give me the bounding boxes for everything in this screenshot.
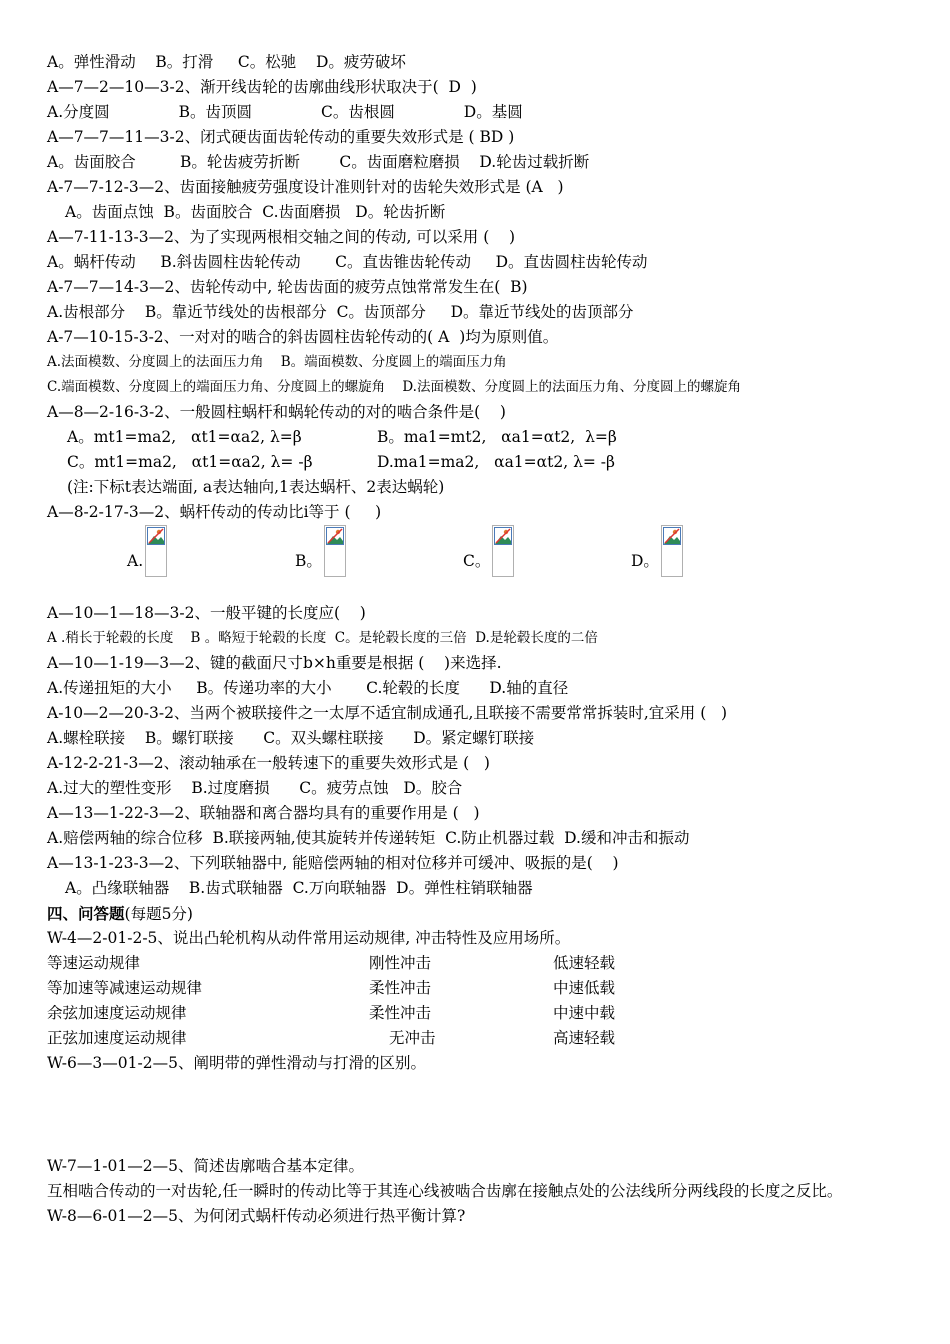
question-line: W-6—3—01-2—5、阐明带的弹性滑动与打滑的区别。 bbox=[47, 1054, 426, 1072]
option-c bbox=[463, 525, 631, 577]
option-line: A。凸缘联轴器 B.齿式联轴器 C.万向联轴器 D。弹性柱销联轴器 bbox=[65, 879, 533, 897]
broken-image-icon bbox=[324, 525, 346, 577]
option-label: C。 bbox=[463, 552, 491, 570]
option-line: A。齿面胶合 B。轮齿疲劳折断 C。齿面磨粒磨损 D.轮齿过载折断 bbox=[47, 153, 590, 171]
document-page bbox=[47, 50, 907, 1229]
option-line bbox=[47, 450, 907, 475]
option-line: A.过大的塑性变形 B.过度磨损 C。疲劳点蚀 D。胶合 bbox=[47, 779, 463, 797]
question-line: A—7-11-13-3—2、为了实现两根相交轴之间的传动, 可以采用 ( ) bbox=[47, 228, 516, 246]
option-line: A.法面模数、分度圆上的法面压力角 B。端面模数、分度圆上的端面压力角 bbox=[47, 354, 507, 370]
option-line: A。弹性滑动 B。打滑 C。松驰 D。疲劳破坏 bbox=[47, 53, 406, 71]
option-line: A.传递扭矩的大小 B。传递功率的大小 C.轮毂的长度 D.轴的直径 bbox=[47, 679, 569, 697]
question-line: A-7—7-12-3—2、齿面接触疲劳强度设计准则针对的齿轮失效形式是 (A ) bbox=[47, 178, 564, 196]
question-line: A—7—2—10—3-2、渐开线齿轮的齿廓曲线形状取决于( D ) bbox=[47, 78, 477, 96]
option-a bbox=[127, 525, 295, 577]
answer-paragraph: 互相啮合传动的一对齿轮,任一瞬时的传动比等于其连心线被啮合齿廓在接触点处的公法线所分两线段的长度之反比。 bbox=[47, 1182, 843, 1200]
table-row: 余弦加速度运动规律 柔性冲击 中速中载 bbox=[47, 1004, 616, 1022]
table-row: 等速运动规律 刚性冲击 低速轻载 bbox=[47, 954, 616, 972]
option-line: A.分度圆 B。齿顶圆 C。齿根圆 D。基圆 bbox=[47, 103, 523, 121]
question-line: A-10—2—20-3-2、当两个被联接件之一太厚不适宜制成通孔,且联接不需要常常拆装时,宜采用 ( ) bbox=[47, 704, 728, 722]
question-line: W-4—2-01-2-5、说出凸轮机构从动件常用运动规律, 冲击特性及应用场所。 bbox=[47, 929, 571, 947]
question-line: A—8—2-16-3-2、一般圆柱蜗杆和蜗轮传动的对的啮合条件是( ) bbox=[47, 403, 506, 421]
section-heading: 四、问答题(每题5分) bbox=[47, 904, 193, 923]
option-label: A. bbox=[127, 552, 144, 570]
table-row: 正弦加速度运动规律 无冲击 高速轻载 bbox=[47, 1029, 616, 1047]
question-line: W-7—1-01—2—5、简述齿廓啮合基本定律。 bbox=[47, 1157, 364, 1175]
option-d bbox=[631, 525, 799, 577]
option-label: B。 bbox=[295, 552, 322, 570]
question-line: A—10—1—18—3-2、一般平键的长度应( ) bbox=[47, 604, 366, 622]
question-line: W-8—6-01—2—5、为何闭式蜗杆传动必须进行热平衡计算? bbox=[47, 1207, 466, 1225]
question-line: A-12-2-21-3—2、滚动轴承在一般转速下的重要失效形式是 ( ) bbox=[47, 754, 490, 772]
question-line: A—8-2-17-3—2、蜗杆传动的传动比i等于 ( ) bbox=[47, 503, 382, 521]
option-line: A。蜗杆传动 B.斜齿圆柱齿轮传动 C。直齿锥齿轮传动 D。直齿圆柱齿轮传动 bbox=[47, 253, 648, 271]
option-line: C.端面模数、分度圆上的端面压力角、分度圆上的螺旋角 D.法面模数、分度圆上的法面压力角、分度圆上的螺旋角 bbox=[47, 379, 741, 395]
option-line: A.赔偿两轴的综合位移 B.联接两轴,使其旋转并传递转矩 C.防止机器过载 D.缓和冲击和振动 bbox=[47, 829, 690, 847]
question-line: A—13-1-23-3—2、下列联轴器中, 能赔偿两轴的相对位移并可缓冲、吸振的是( ) bbox=[47, 854, 619, 872]
option-line bbox=[47, 425, 907, 450]
option-line: A.齿根部分 B。靠近节线处的齿根部分 C。齿顶部分 D。靠近节线处的齿顶部分 bbox=[47, 303, 634, 321]
note-line: (注:下标t表达端面, a表达轴向,1表达蜗杆、2表达蜗轮) bbox=[67, 478, 445, 496]
broken-image-icon bbox=[492, 525, 514, 577]
option-line: A .稍长于轮毂的长度 B 。略短于轮毂的长度 C。是轮毂长度的三倍 D.是轮毂长度的二倍 bbox=[47, 630, 598, 646]
question-line: A—7—7—11—3-2、闭式硬齿面齿轮传动的重要失效形式是 ( BD ) bbox=[47, 128, 515, 146]
option-b: B。ma1=mt2, αa1=αt2, λ=β bbox=[377, 428, 617, 446]
broken-image-icon bbox=[661, 525, 683, 577]
option-c: C。mt1=ma2, αt1=αa2, λ= -β bbox=[67, 453, 313, 471]
option-d: D.ma1=ma2, αa1=αt2, λ= -β bbox=[377, 453, 616, 471]
option-a: A。mt1=ma2, αt1=αa2, λ=β bbox=[67, 428, 302, 446]
broken-image-icon bbox=[145, 525, 167, 577]
question-line: A—10—1-19—3—2、键的截面尺寸b×h重要是根据 ( )来选择. bbox=[47, 654, 502, 672]
question-line: A-7—7—14-3—2、齿轮传动中, 轮齿齿面的疲劳点蚀常常发生在( B) bbox=[47, 278, 528, 296]
option-label: D。 bbox=[631, 552, 659, 570]
option-line: A.螺栓联接 B。螺钉联接 C。双头螺柱联接 D。紧定螺钉联接 bbox=[47, 729, 535, 747]
question-line: A-7—10-15-3-2、一对对的啮合的斜齿圆柱齿轮传动的( A )均为原则值。 bbox=[47, 328, 559, 346]
question-line: A—13—1-22-3—2、联轴器和离合器均具有的重要作用是 ( ) bbox=[47, 804, 480, 822]
image-options bbox=[127, 525, 907, 579]
option-line: A。齿面点蚀 B。齿面胶合 C.齿面磨损 D。轮齿折断 bbox=[65, 203, 446, 221]
table-row: 等加速等减速运动规律 柔性冲击 中速低载 bbox=[47, 979, 616, 997]
option-b bbox=[295, 525, 463, 577]
